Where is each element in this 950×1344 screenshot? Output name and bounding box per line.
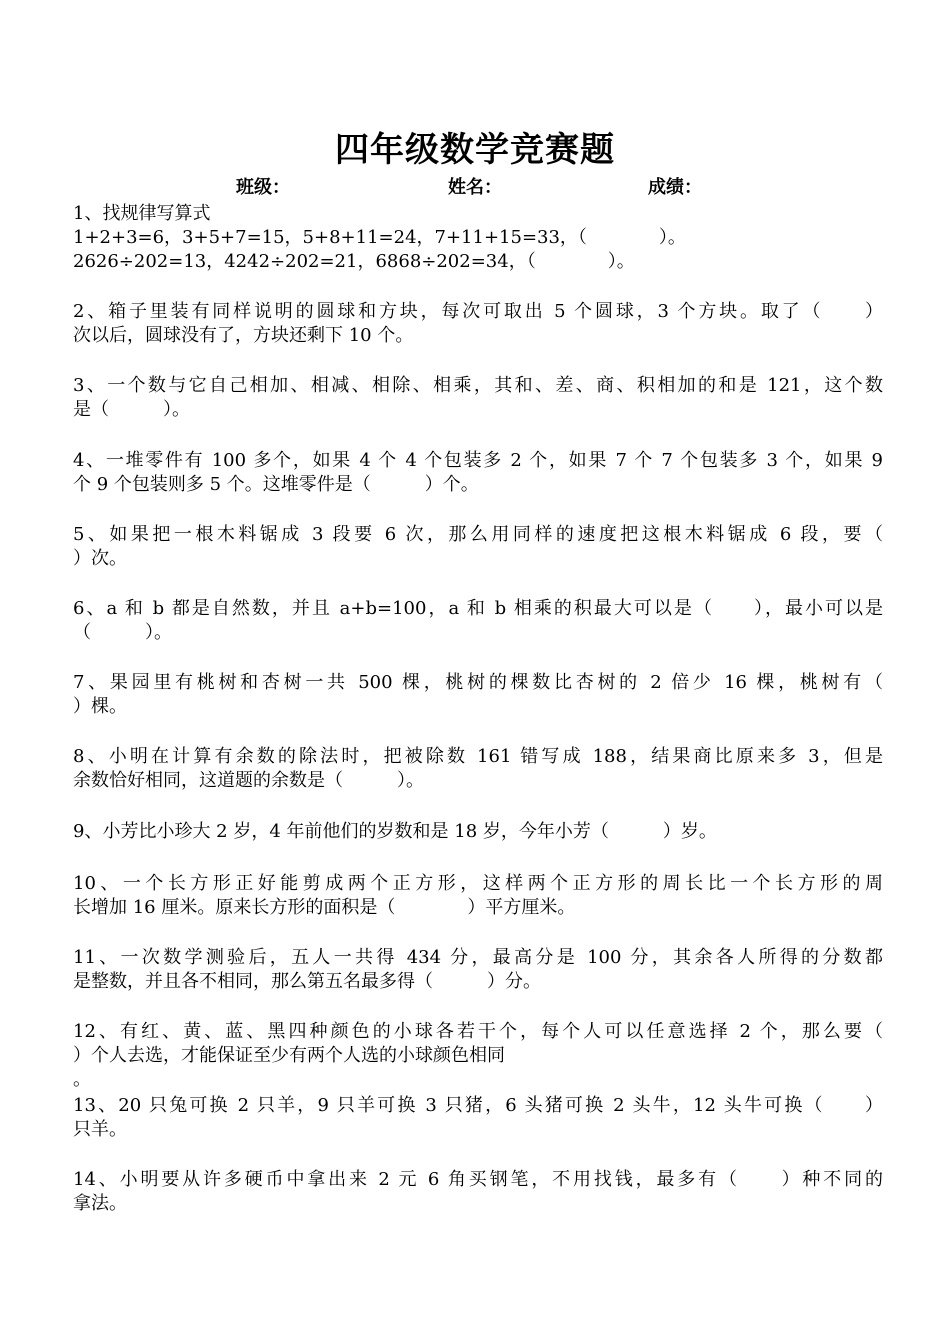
score-label: 成绩：	[648, 177, 702, 198]
question-1-line-3: 2626÷202=13，4242÷202=21，6868÷202=34，（ ）。	[73, 251, 635, 272]
question-1-line-2: 1+2+3=6，3+5+7=15，5+8+11=24，7+11+15=33，（ ）。	[73, 227, 686, 248]
question-12-line-2: ）个人去选，才能保证至少有两个人选的小球颜色相同	[73, 1045, 505, 1066]
question-13-line-2: 只羊。	[73, 1119, 127, 1140]
question-6-line-1: 6、a 和 b 都是自然数，并且 a+b=100，a 和 b 相乘的积最大可以是（ ），最小可以是	[73, 598, 883, 619]
question-3-line-1: 3、一个数与它自己相加、相减、相除、相乘，其和、差、商、积相加的和是 121，这个数	[73, 375, 883, 396]
question-6-line-2: （ ）。	[73, 622, 172, 643]
question-8-line-1: 8、小明在计算有余数的除法时，把被除数 161 错写成 188，结果商比原来多 3，但是	[73, 746, 883, 767]
question-7-line-2: ）棵。	[73, 696, 127, 717]
question-13-line-1: 13、20 只兔可换 2 只羊，9 只羊可换 3 只猪，6 头猪可换 2 头牛，12 头牛可换（ ）	[73, 1095, 883, 1116]
question-4-line-2: 个 9 个包装则多 5 个。这堆零件是（ ）个。	[73, 474, 479, 495]
question-5-line-2: ）次。	[73, 548, 127, 569]
question-9-line-1: 9、小芳比小珍大 2 岁，4 年前他们的岁数和是 18 岁，今年小芳（ ）岁。	[73, 821, 717, 842]
question-2-line-2: 次以后，圆球没有了，方块还剩下 10 个。	[73, 325, 414, 346]
question-14-line-1: 14、小明要从许多硬币中拿出来 2 元 6 角买钢笔，不用找钱，最多有（ ）种不同的	[73, 1169, 883, 1190]
question-14-line-2: 拿法。	[73, 1193, 127, 1214]
question-12-line-3: 。	[73, 1069, 91, 1090]
name-label: 姓名：	[448, 177, 502, 198]
question-11-line-2: 是整数，并且各不相同，那么第五名最多得（ ）分。	[73, 971, 541, 992]
question-10-line-1: 10、一个长方形正好能剪成两个正方形，这样两个正方形的周长比一个长方形的周	[73, 873, 883, 894]
question-5-line-1: 5、如果把一根木料锯成 3 段要 6 次，那么用同样的速度把这根木料锯成 6 段，要（	[73, 524, 883, 545]
question-3-line-2: 是（ ）。	[73, 399, 190, 420]
question-10-line-2: 长增加 16 厘米。原来长方形的面积是（ ）平方厘米。	[73, 897, 576, 918]
page-title: 四年级数学竞赛题	[335, 130, 615, 170]
question-11-line-1: 11、一次数学测验后，五人一共得 434 分，最高分是 100 分，其余各人所得的分数都	[73, 947, 883, 968]
question-2-line-1: 2、箱子里装有同样说明的圆球和方块，每次可取出 5 个圆球，3 个方块。取了（ ）	[73, 301, 883, 322]
question-4-line-1: 4、一堆零件有 100 多个，如果 4 个 4 个包装多 2 个，如果 7 个 7 个包装多 3 个，如果 9	[73, 450, 883, 471]
question-8-line-2: 余数恰好相同，这道题的余数是（ ）。	[73, 770, 424, 791]
question-7-line-1: 7、果园里有桃树和杏树一共 500 棵，桃树的棵数比杏树的 2 倍少 16 棵，桃树有（	[73, 672, 883, 693]
class-label: 班级：	[236, 177, 290, 198]
question-12-line-1: 12、有红、黄、蓝、黑四种颜色的小球各若干个，每个人可以任意选择 2 个，那么要（	[73, 1021, 883, 1042]
question-1-title: 1、找规律写算式	[73, 203, 211, 224]
